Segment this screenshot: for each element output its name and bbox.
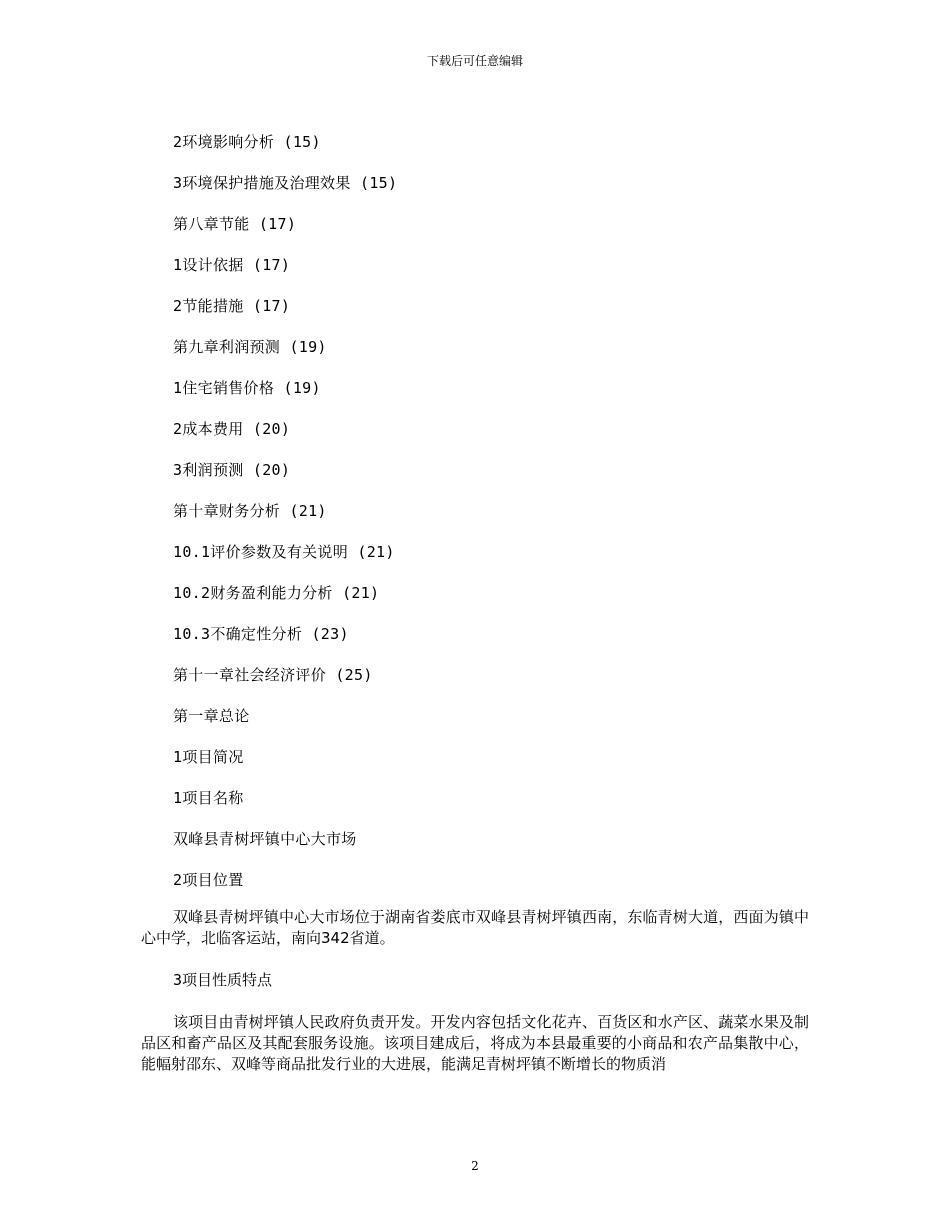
toc-line: 2环境影响分析 (15): [173, 133, 321, 151]
page-number: 2: [471, 1159, 479, 1173]
toc-line: 第九章利润预测 (19): [173, 338, 327, 356]
toc-list: [173, 132, 813, 911]
toc-line: 3利润预测 (20): [173, 461, 291, 479]
toc-line: 3环境保护措施及治理效果 (15): [173, 174, 398, 192]
subsection-heading: 1项目名称: [173, 789, 244, 807]
toc-line: 第十章财务分析 (21): [173, 502, 327, 520]
toc-line: 第八章节能 (17): [173, 215, 297, 233]
toc-line: 1设计依据 (17): [173, 256, 291, 274]
toc-line: 2成本费用 (20): [173, 420, 291, 438]
subsection-heading: 3项目性质特点: [173, 971, 273, 989]
chapter-heading: 第一章总论: [173, 707, 250, 725]
toc-line: 10.3不确定性分析 (23): [173, 625, 349, 643]
subsection-heading: 2项目位置: [173, 871, 244, 889]
toc-line: 10.1评价参数及有关说明 (21): [173, 543, 395, 561]
project-name: 双峰县青树坪镇中心大市场: [173, 830, 357, 848]
toc-line: 10.2财务盈利能力分析 (21): [173, 584, 380, 602]
section-heading: 1项目简况: [173, 748, 244, 766]
location-paragraph: 双峰县青树坪镇中心大市场位于湖南省娄底市双峰县青树坪镇西南，东临青树大道，西面为镇中心中学，北临客运站，南向342省道。: [141, 908, 809, 947]
toc-line: 1住宅销售价格 (19): [173, 379, 321, 397]
toc-line: 第十一章社会经济评价 (25): [173, 666, 373, 684]
toc-line: 2节能措施 (17): [173, 297, 291, 315]
nature-paragraph: 该项目由青树坪镇人民政府负责开发。开发内容包括文化花卉、百货区和水产区、蔬菜水果及制品区和畜产品区及其配套服务设施。该项目建成后，将成为本县最重要的小商品和农产品集散中心，能幅射邵东、双峰等商品批发行业的大进展，能满足青树坪镇不断增长的物质消: [141, 1013, 809, 1073]
page-header: 下载后可任意编辑: [426, 54, 523, 68]
